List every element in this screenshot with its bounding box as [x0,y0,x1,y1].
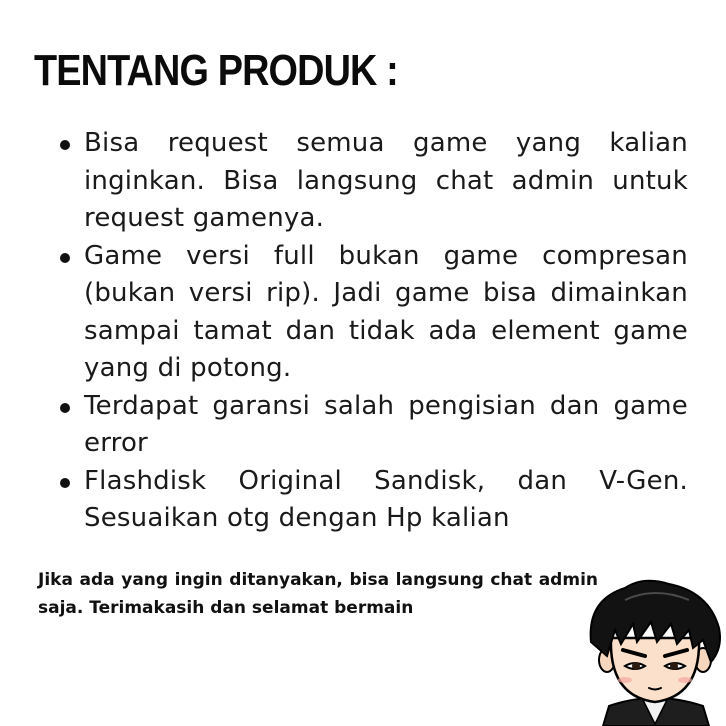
bullet-icon [60,253,70,263]
bullet-icon [60,478,70,488]
list-item [60,125,688,238]
list-item-text: Bisa request semua game yang kalian inginkan. Bisa langsung chat admin untuk request gamenya. [84,128,688,233]
contact-note: Jika ada yang ingin ditanyakan, bisa langsung chat admin saja. Terimakasih dan selamat bermain [38,570,598,618]
page-title: TENTANG PRODUK : [34,46,398,95]
bullet-icon [60,403,70,413]
list-item [60,388,688,463]
bullet-icon [60,140,70,150]
chibi-boy-icon [585,578,726,726]
list-item [60,238,688,388]
product-info-list [60,125,688,538]
list-item-text: Flashdisk Original Sandisk, dan V-Gen. Sesuaikan otg dengan Hp kalian [84,465,688,533]
list-item [60,463,688,538]
list-item-text: Terdapat garansi salah pengisian dan game error [84,390,688,458]
list-item-text: Game versi full bukan game compresan (bukan versi rip). Jadi game bisa dimainkan sampai tamat dan tidak ada element game yang di potong. [84,240,688,383]
